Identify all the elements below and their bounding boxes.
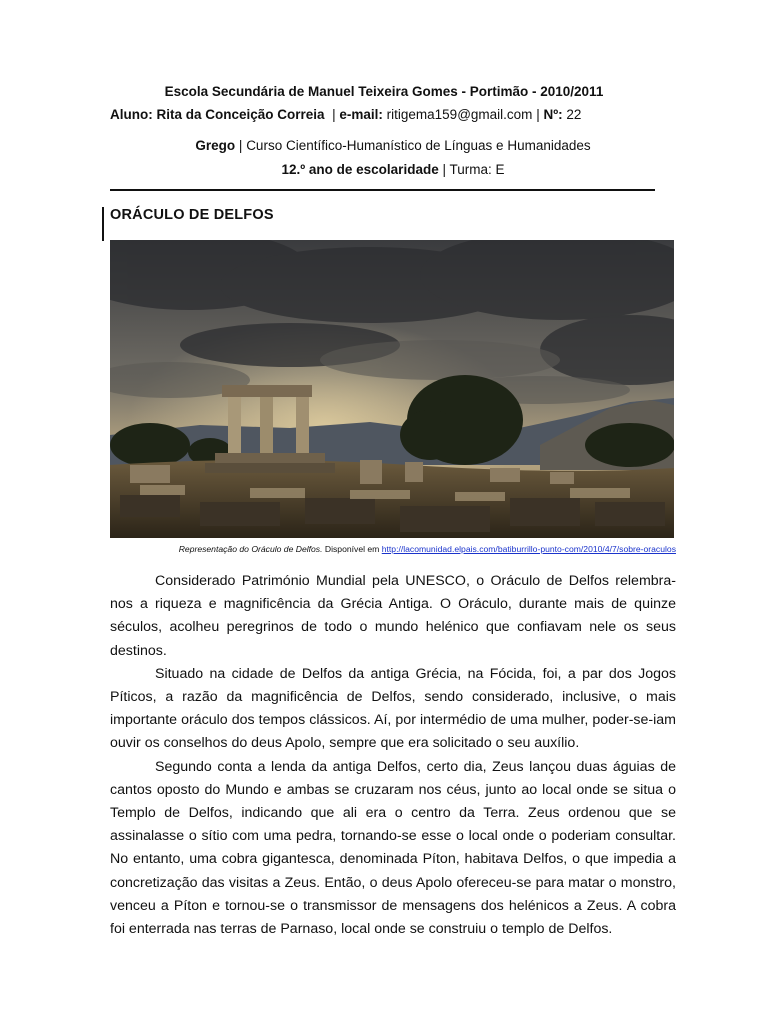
course-name: Curso Científico-Humanístico de Línguas e Humanidades [246, 138, 591, 153]
student-name: Rita da Conceição Correia [156, 107, 325, 122]
school-year: 12.º ano de escolaridade [281, 162, 439, 177]
class-label: Turma: [449, 162, 492, 177]
course-line [0, 138, 768, 153]
caption-text: Disponível em [324, 544, 380, 554]
year-line [0, 162, 768, 177]
subject: Grego [195, 138, 236, 153]
text-cursor [102, 207, 104, 241]
paragraph: Considerado Património Mundial pela UNESCO, o Oráculo de Delfos relembra-nos a riqueza e magnificência da Grécia Antiga. O Oráculo, durante mais de quinze séculos, acolheu peregrinos de todo o mundo helénico que confiavam nele os seus destinos. [110, 573, 676, 659]
header-divider [110, 189, 655, 191]
class-value: E [495, 162, 505, 177]
paragraph: Segundo conta a lenda da antiga Delfos, certo dia, Zeus lançou duas águias de cantos oposto do Mundo e ambas se cruzaram nos céus, junto ao local onde se situa o Templo de Delfos, indicando que ali era o centro da Terra. Zeus ordenou que se assinalasse o sítio com uma pedra, tornando-se esse o local onde o poderiam consultar. No entanto, uma cobra gigantesca, denominada Píton, habitava Delfos, o que impedia a concretização das visitas a Zeus. Então, o deus Apolo ofereceu-se para matar o monstro, venceu a Píton e tornou-se o transmissor de mensagens dos helénicos a Zeus. A cobra foi enterrada nas terras de Parnaso, local onde se construiu o templo de Delfos. [110, 758, 676, 938]
student-info-line [110, 107, 710, 122]
school-heading: Escola Secundária de Manuel Teixeira Gomes - Portimão - 2010/2011 [164, 84, 604, 99]
separator: | [238, 138, 243, 153]
separator: | [442, 162, 446, 177]
number-label: Nº: [543, 107, 563, 122]
email-label: e-mail: [339, 107, 383, 122]
body-text [110, 570, 676, 941]
student-label: Aluno: [110, 107, 153, 122]
separator: | [536, 107, 540, 122]
paragraph: Situado na cidade de Delfos da antiga Grécia, na Fócida, foi, a par dos Jogos Píticos, a razão da magnificência de Delfos, sendo considerado, inclusive, o mais importante oráculo dos tempos clássicos. Aí, por intermédio de uma mulher, poder-se-iam ouvir os conselhos do deus Apolo, sempre que era solicitado o seu auxílio. [110, 665, 676, 752]
separator: | [332, 107, 336, 122]
image-caption [0, 544, 676, 554]
caption-italic: Representação do Oráculo de Delfos. [178, 544, 323, 554]
section-title: ORÁCULO DE DELFOS [110, 207, 274, 223]
caption-source-link[interactable]: http://lacomunidad.elpais.com/batiburrillo-punto-com/2010/4/7/sobre-oraculos [381, 544, 676, 554]
delphi-photo [110, 240, 674, 538]
email-value: ritigema159@gmail.com [386, 107, 533, 122]
number-value: 22 [566, 107, 582, 122]
